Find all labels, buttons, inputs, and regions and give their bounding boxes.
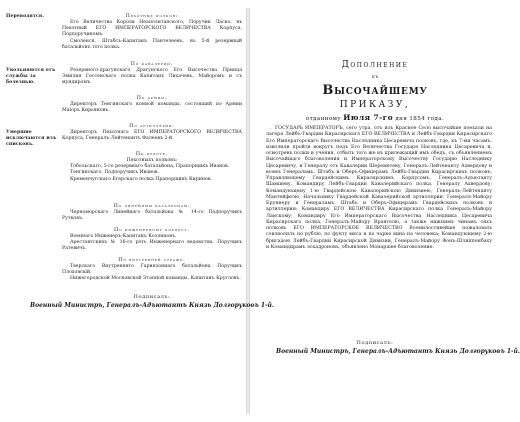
margin-note: Увольняются отъ службы за болезнью. (6, 68, 56, 85)
paragraph: Тобольскаго, 5-го резервнаго батальйона, Прапорщикъ Иванов. (70, 164, 230, 170)
highest-heading: Высочайшему (322, 83, 428, 98)
section-heading: По линейным батальонам. (113, 204, 191, 209)
section-heading: По армии. (136, 96, 168, 101)
supplement-heading: Дополнение (341, 60, 409, 70)
section-body (62, 152, 242, 183)
paragraph: Военнаго Инженеръ-Капитанъ Козлиновъ. (70, 234, 177, 239)
paragraph: Арестантскихъ № 16-го роть Инженернаго ведомства, Поручикъ Ратевичъ. (62, 240, 242, 252)
signature-title: Подписалъ: (356, 340, 394, 346)
section-heading: Пехотных полков: (125, 14, 179, 19)
signature-body (62, 294, 242, 300)
section-heading: По инженерному корпусу. (114, 228, 190, 233)
order-heading: ПРИКАЗУ, (339, 100, 411, 110)
order-body: ГОСУДАРЬ ИМПЕРАТОРЪ, сего утра, отъ изъ Красное Село высочайше поехали на лагеря Лейбъ-Гвардии Кирасирскаго ЕГО ВЕЛИЧЕСТВА и Лейбъ-Гвардии Кирасирскаго Его Императорскаго Высочества Наследника Цесаревича полковъ, где, къ 7-ми часамъ, изволили пройти вокругъ подъ Его Величества Государя Наследника Цесаревича и, осмотревъ полки и учения, отбыть того же въ прилежащий имъ обедъ, съ объявлениемъ Высочайшаго благоволения и Императорскому Высочеству Государю Наследнику Цесаревичу, и Генералу отъ Кавалерии Шереметеву, Генералъ-Лейтенанту Ахвердову и всемъ Генераламъ, Штабъ и Оберъ-Офицерамъ Лейбъ-Гвардии Кирасирскихъ полковъ; Управляющему Гвардейскимъ Кирасирскимъ Корпусомъ, Генералъ-Адъютанту Шамшеву, Командиру Лейбъ-Гвардии Кавалерийскаго полка, Генералу Ахвердову; Командующему 1-ю Гвардейскою Кавалерийскою Дивизиею, Генералъ-Лейтенанту Мантейфелю, Начальнику Гвардейской Кавалерийской артиллерии, Генералъ-Майору Бруннеру и Генераламъ, Штабъ и Оберъ-Офицерамъ Гвардейскихъ полковъ и артиллерии; Командиру ЕГО ВЕЛИЧЕСТВА Кирасирскаго полка Генералъ-Майору Ланскому; Командиру Его Императорскаго Высочества Наследника Цесаревича Кирасирскаго полка, Генералъ-Майору Врангелю, а также нижнимъ чинамъ сихъ полковъ ЕГО ИМПЕРАТОРСКОЕ ВЕЛИЧЕСТВО Всемилостивейше пожаловать соизволилъ по рублю, по фунту мяса и по чарке вина на человека; Командующему 2-ю бригадою Лейбъ-Гвардии Кирасирской Дивизии, Генералъ-Майору Фонъ-Шлиппенбаху и Командирамъ эскадроновъ, объявлено Монаршее благоволение. (266, 126, 492, 250)
date-prefix: отданному (305, 116, 342, 122)
order-date (250, 113, 500, 122)
section-heading: По артиллерии. (129, 124, 175, 129)
paragraph: Тверскаго Внутренняго Гарнизоннаго батальйона Поручикъ Плоховскій. (62, 264, 242, 276)
paragraph: Пехотныхъ полковъ: (126, 158, 178, 163)
right-page (250, 0, 520, 422)
signature-title: Подписалъ: (133, 294, 171, 300)
paragraph: Нижегородской Московской Этапной команды, Капитанъ Кругловъ. (70, 276, 241, 282)
section-heading: По внутренней страже. (118, 258, 186, 263)
date-suffix: дня 1854 года. (395, 116, 445, 122)
section-heading: По кавалерии. (130, 62, 174, 67)
paragraph: Директоръ Тенгинскаго конной команды, состоящий по Армии Маїоръ Кирьяновъ. (62, 102, 242, 114)
paragraph: Директоръ Пехотнаго ЕГО ИМПЕРАТОРСКОГО ВЕЛИЧЕСТВА Корпуса, Генералъ-Лейтенантъ Фалеевъ 2-й. (62, 130, 242, 142)
margin-note: Переводятся. (6, 14, 44, 19)
paragraph: Его Величества Короля Неаполитанского, Поручик Ласко, въ Пехотный ЕГО ИМПЕРАТОРСКОГО ВЕЛИЧЕСТВА Корпуса, Подпоручикомъ. (62, 20, 242, 38)
section-body (62, 14, 242, 51)
section-body (62, 124, 242, 142)
section-body (62, 62, 242, 87)
section-body (62, 96, 242, 114)
signature-line: Военный Министръ, Генералъ-Адъютантъ Князь Долгоруковъ 1-й. (30, 302, 274, 309)
date-main: Июля 7-го (343, 113, 394, 122)
section-heading: По пехоте. (135, 152, 169, 157)
paragraph: Смоленск, Штабсъ-Капитанъ Пантелеевъ, въ 5-й резервный батальйонъ того полка. (62, 38, 242, 50)
margin-note: Умершие исключаются изъ списковъ. (6, 130, 57, 147)
paragraph: Кременчугскаго Егерскаго полка Прапорщикъ Киринов. (70, 176, 212, 182)
section-body (62, 258, 242, 283)
section-body (62, 228, 242, 253)
signature-line: Военный Министръ, Генералъ-Адъютантъ Князь Долгоруковъ 1-й. (276, 348, 520, 355)
paragraph: Резервного-драгунскаго Драгунского Его Высочества Принца Эмилия Гессенскаго полка Капитанъ Лихачевъ, Майоромъ и съ мундиромъ. (62, 68, 242, 86)
paragraph: Черноморскаго Линейнаго батальйона № 14-го Подпоручикъ Рутковъ. (62, 210, 242, 222)
paragraph: Тенгинскаго, Подпоручикъ Иванов. (70, 170, 160, 176)
heading-preposition: къ (371, 74, 379, 80)
section-body (62, 204, 242, 222)
